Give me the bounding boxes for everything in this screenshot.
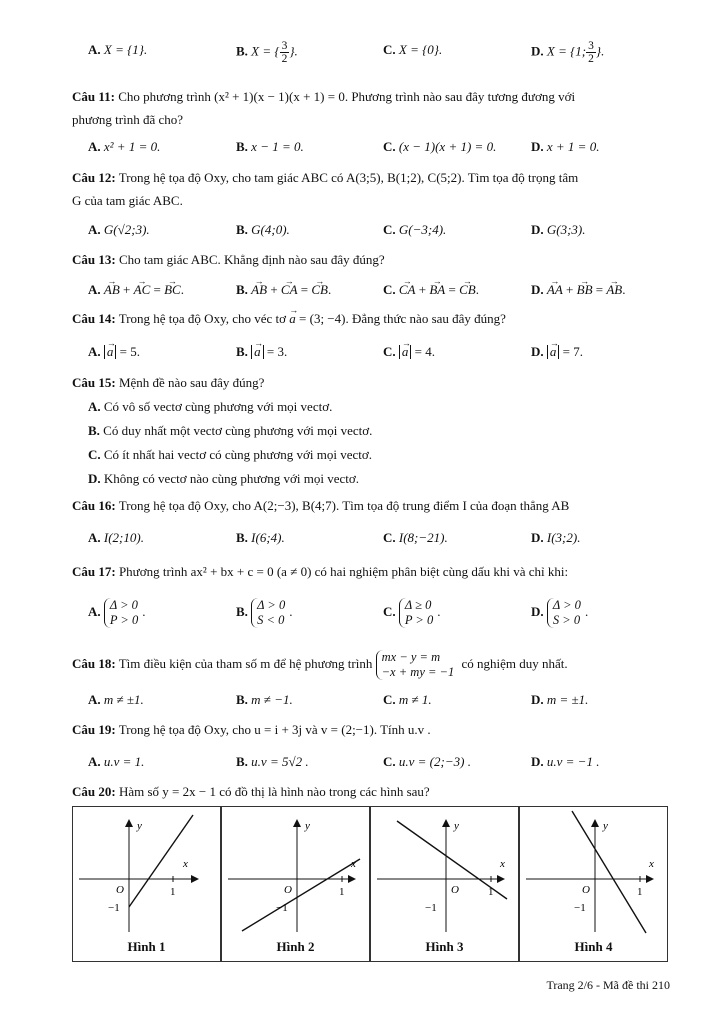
q15-question: Câu 15: Mệnh đề nào sau đây đúng? — [72, 375, 265, 390]
q13-option-d[interactable]: D. → AA + → BB = → AB. — [531, 280, 626, 300]
q12-options — [0, 220, 725, 240]
figure-1[interactable] — [72, 806, 221, 962]
tick-1-label: 1 — [488, 886, 494, 898]
origin-label: O — [284, 884, 292, 896]
axis-x-label: x — [351, 858, 356, 870]
y-axis-arrow — [125, 819, 133, 827]
x-axis-arrow — [497, 875, 505, 883]
q11-option-b[interactable]: B. x − 1 = 0. — [236, 139, 304, 154]
page-footer: Trang 2/6 - Mã đề thi 210 — [546, 978, 670, 992]
figure-caption: Hình 3 — [425, 939, 464, 954]
y-axis-arrow — [293, 819, 301, 827]
tick-neg1-label: −1 — [108, 902, 120, 914]
tick-1-label: 1 — [339, 886, 345, 898]
q13-option-c[interactable]: C. → CA + → BA = → CB. — [383, 280, 479, 300]
graph-line — [572, 811, 646, 933]
q17-option-b[interactable]: B. Δ > 0 S < 0. — [236, 598, 293, 628]
axis-y-label: y — [603, 820, 608, 832]
q16-options — [0, 528, 725, 548]
q16-option-b[interactable]: B. I(6;4). — [236, 530, 285, 545]
q17-option-a[interactable]: A. Δ > 0 P > 0. — [88, 598, 146, 628]
q19-options — [0, 752, 725, 772]
q16-option-d[interactable]: D. I(3;2). — [531, 530, 581, 545]
q18-option-d[interactable]: D. m = ±1. — [531, 692, 589, 707]
figure-4[interactable] — [519, 806, 668, 962]
q12-option-c[interactable]: C. G(−3;4). — [383, 222, 447, 237]
figure-caption: Hình 4 — [574, 939, 613, 954]
q11-option-c[interactable]: C. (x − 1)(x + 1) = 0. — [383, 139, 497, 154]
q14-option-d[interactable]: D. → a = 7. — [531, 342, 583, 362]
q11-question-cont: phương trình đã cho? — [72, 112, 184, 127]
q19-option-a[interactable]: A. u.v = 1. — [88, 754, 145, 769]
q10-option-a[interactable]: A. X = {1}. — [88, 42, 148, 57]
axis-y-label: y — [137, 820, 142, 832]
q19-option-c[interactable]: C. u.v = (2;−3) . — [383, 754, 471, 769]
q10-option-c[interactable]: C. X = {0}. — [383, 42, 443, 57]
q14-question: Câu 14: Trong hệ tọa độ Oxy, cho véc tơ → a = (3; −4). Đẳng thức nào sau đây đúng? — [72, 309, 506, 329]
q12-option-a[interactable]: A. G(√2;3). — [88, 222, 150, 237]
axis-y-label: y — [454, 820, 459, 832]
q11-option-d[interactable]: D. x + 1 = 0. — [531, 139, 600, 154]
y-axis-arrow — [591, 819, 599, 827]
tick-1-label: 1 — [637, 886, 643, 898]
q17-options — [0, 592, 725, 632]
x-axis-arrow — [191, 875, 199, 883]
q13-question: Câu 13: Cho tam giác ABC. Khẳng định nào sau đây đúng? — [72, 252, 385, 267]
q20-figures — [72, 806, 670, 962]
axis-x-label: x — [183, 858, 188, 870]
figure-caption: Hình 1 — [127, 939, 166, 954]
q15-option-b[interactable]: B. Có duy nhất một vectơ cùng phương với mọi vectơ. — [88, 423, 373, 438]
q19-question: Câu 19: Trong hệ tọa độ Oxy, cho u = i + 3j và v = (2;−1). Tính u.v . — [72, 722, 431, 737]
q10-option-b[interactable]: B. X = { $\frac{3}{2}$ }. — [236, 40, 298, 65]
axis-x-label: x — [649, 858, 654, 870]
y-axis-arrow — [442, 819, 450, 827]
q10-options — [0, 40, 725, 65]
q14-option-a[interactable]: A. → a = 5. — [88, 342, 140, 362]
q13-option-b[interactable]: B. → AB + → CA = → CB. — [236, 280, 331, 300]
q18-question: Câu 18: Tìm điều kiện của tham số m để hệ phương trình mx − y = m −x + my = −1 có nghiệm duy nhất. — [72, 650, 568, 680]
q10-option-d[interactable]: D. X = {1; $\frac{3}{2}$ }. — [531, 40, 605, 65]
q14-option-c[interactable]: C. → a = 4. — [383, 342, 435, 362]
origin-label: O — [116, 884, 124, 896]
q16-option-c[interactable]: C. I(8;−21). — [383, 530, 448, 545]
q18-option-b[interactable]: B. m ≠ −1. — [236, 692, 293, 707]
q13-option-a[interactable]: A. → AB + → AC = → BC. — [88, 280, 184, 300]
q11-question: Câu 11: Cho phương trình (x² + 1)(x − 1)(x + 1) = 0. Phương trình nào sau đây tương đương với — [72, 89, 576, 104]
q12-question-cont: G của tam giác ABC. — [72, 193, 183, 208]
q11-options — [0, 137, 725, 157]
q15-option-a[interactable]: A. Có vô số vectơ cùng phương với mọi vectơ. — [88, 399, 333, 414]
origin-label: O — [582, 884, 590, 896]
axis-x-label: x — [500, 858, 505, 870]
q18-option-a[interactable]: A. m ≠ ±1. — [88, 692, 144, 707]
q14-options — [0, 342, 725, 362]
figure-3[interactable] — [370, 806, 519, 962]
tick-1-label: 1 — [170, 886, 176, 898]
q19-option-d[interactable]: D. u.v = −1 . — [531, 754, 600, 769]
q18-option-c[interactable]: C. m ≠ 1. — [383, 692, 432, 707]
q15-option-d[interactable]: D. Không có vectơ nào cùng phương với mọi vectơ. — [88, 471, 360, 486]
figure-2[interactable] — [221, 806, 370, 962]
tick-neg1-label: −1 — [276, 902, 288, 914]
q19-option-b[interactable]: B. u.v = 5√2 . — [236, 754, 309, 769]
q11-option-a[interactable]: A. x² + 1 = 0. — [88, 139, 161, 154]
q18-options — [0, 690, 725, 710]
q20-question: Câu 20: Hàm số y = 2x − 1 có đồ thị là hình nào trong các hình sau? — [72, 784, 430, 799]
q14-option-b[interactable]: B. → a = 3. — [236, 342, 287, 362]
axis-y-label: y — [305, 820, 310, 832]
q16-question: Câu 16: Trong hệ tọa độ Oxy, cho A(2;−3), B(4;7). Tìm tọa độ trung điểm I của đoạn thẳng AB — [72, 498, 570, 513]
q17-question: Câu 17: Phương trình ax² + bx + c = 0 (a ≠ 0) có hai nghiệm phân biệt cùng dấu khi và chỉ khi: — [72, 564, 569, 579]
tick-neg1-label: −1 — [574, 902, 586, 914]
q12-option-b[interactable]: B. G(4;0). — [236, 222, 290, 237]
q17-option-c[interactable]: C. Δ ≥ 0 P > 0. — [383, 598, 441, 628]
x-axis-arrow — [646, 875, 654, 883]
origin-label: O — [451, 884, 459, 896]
q13-options — [0, 280, 725, 300]
tick-neg1-label: −1 — [425, 902, 437, 914]
figure-caption: Hình 2 — [276, 939, 315, 954]
x-axis-arrow — [348, 875, 356, 883]
q16-option-a[interactable]: A. I(2;10). — [88, 530, 144, 545]
q12-option-d[interactable]: D. G(3;3). — [531, 222, 586, 237]
q12-question: Câu 12: Trong hệ tọa độ Oxy, cho tam giác ABC có A(3;5), B(1;2), C(5;2). Tìm tọa độ trọng tâm — [72, 170, 579, 185]
q17-option-d[interactable]: D. Δ > 0 S > 0. — [531, 598, 589, 628]
q15-option-c[interactable]: C. Có ít nhất hai vectơ có cùng phương với mọi vectơ. — [88, 447, 373, 462]
